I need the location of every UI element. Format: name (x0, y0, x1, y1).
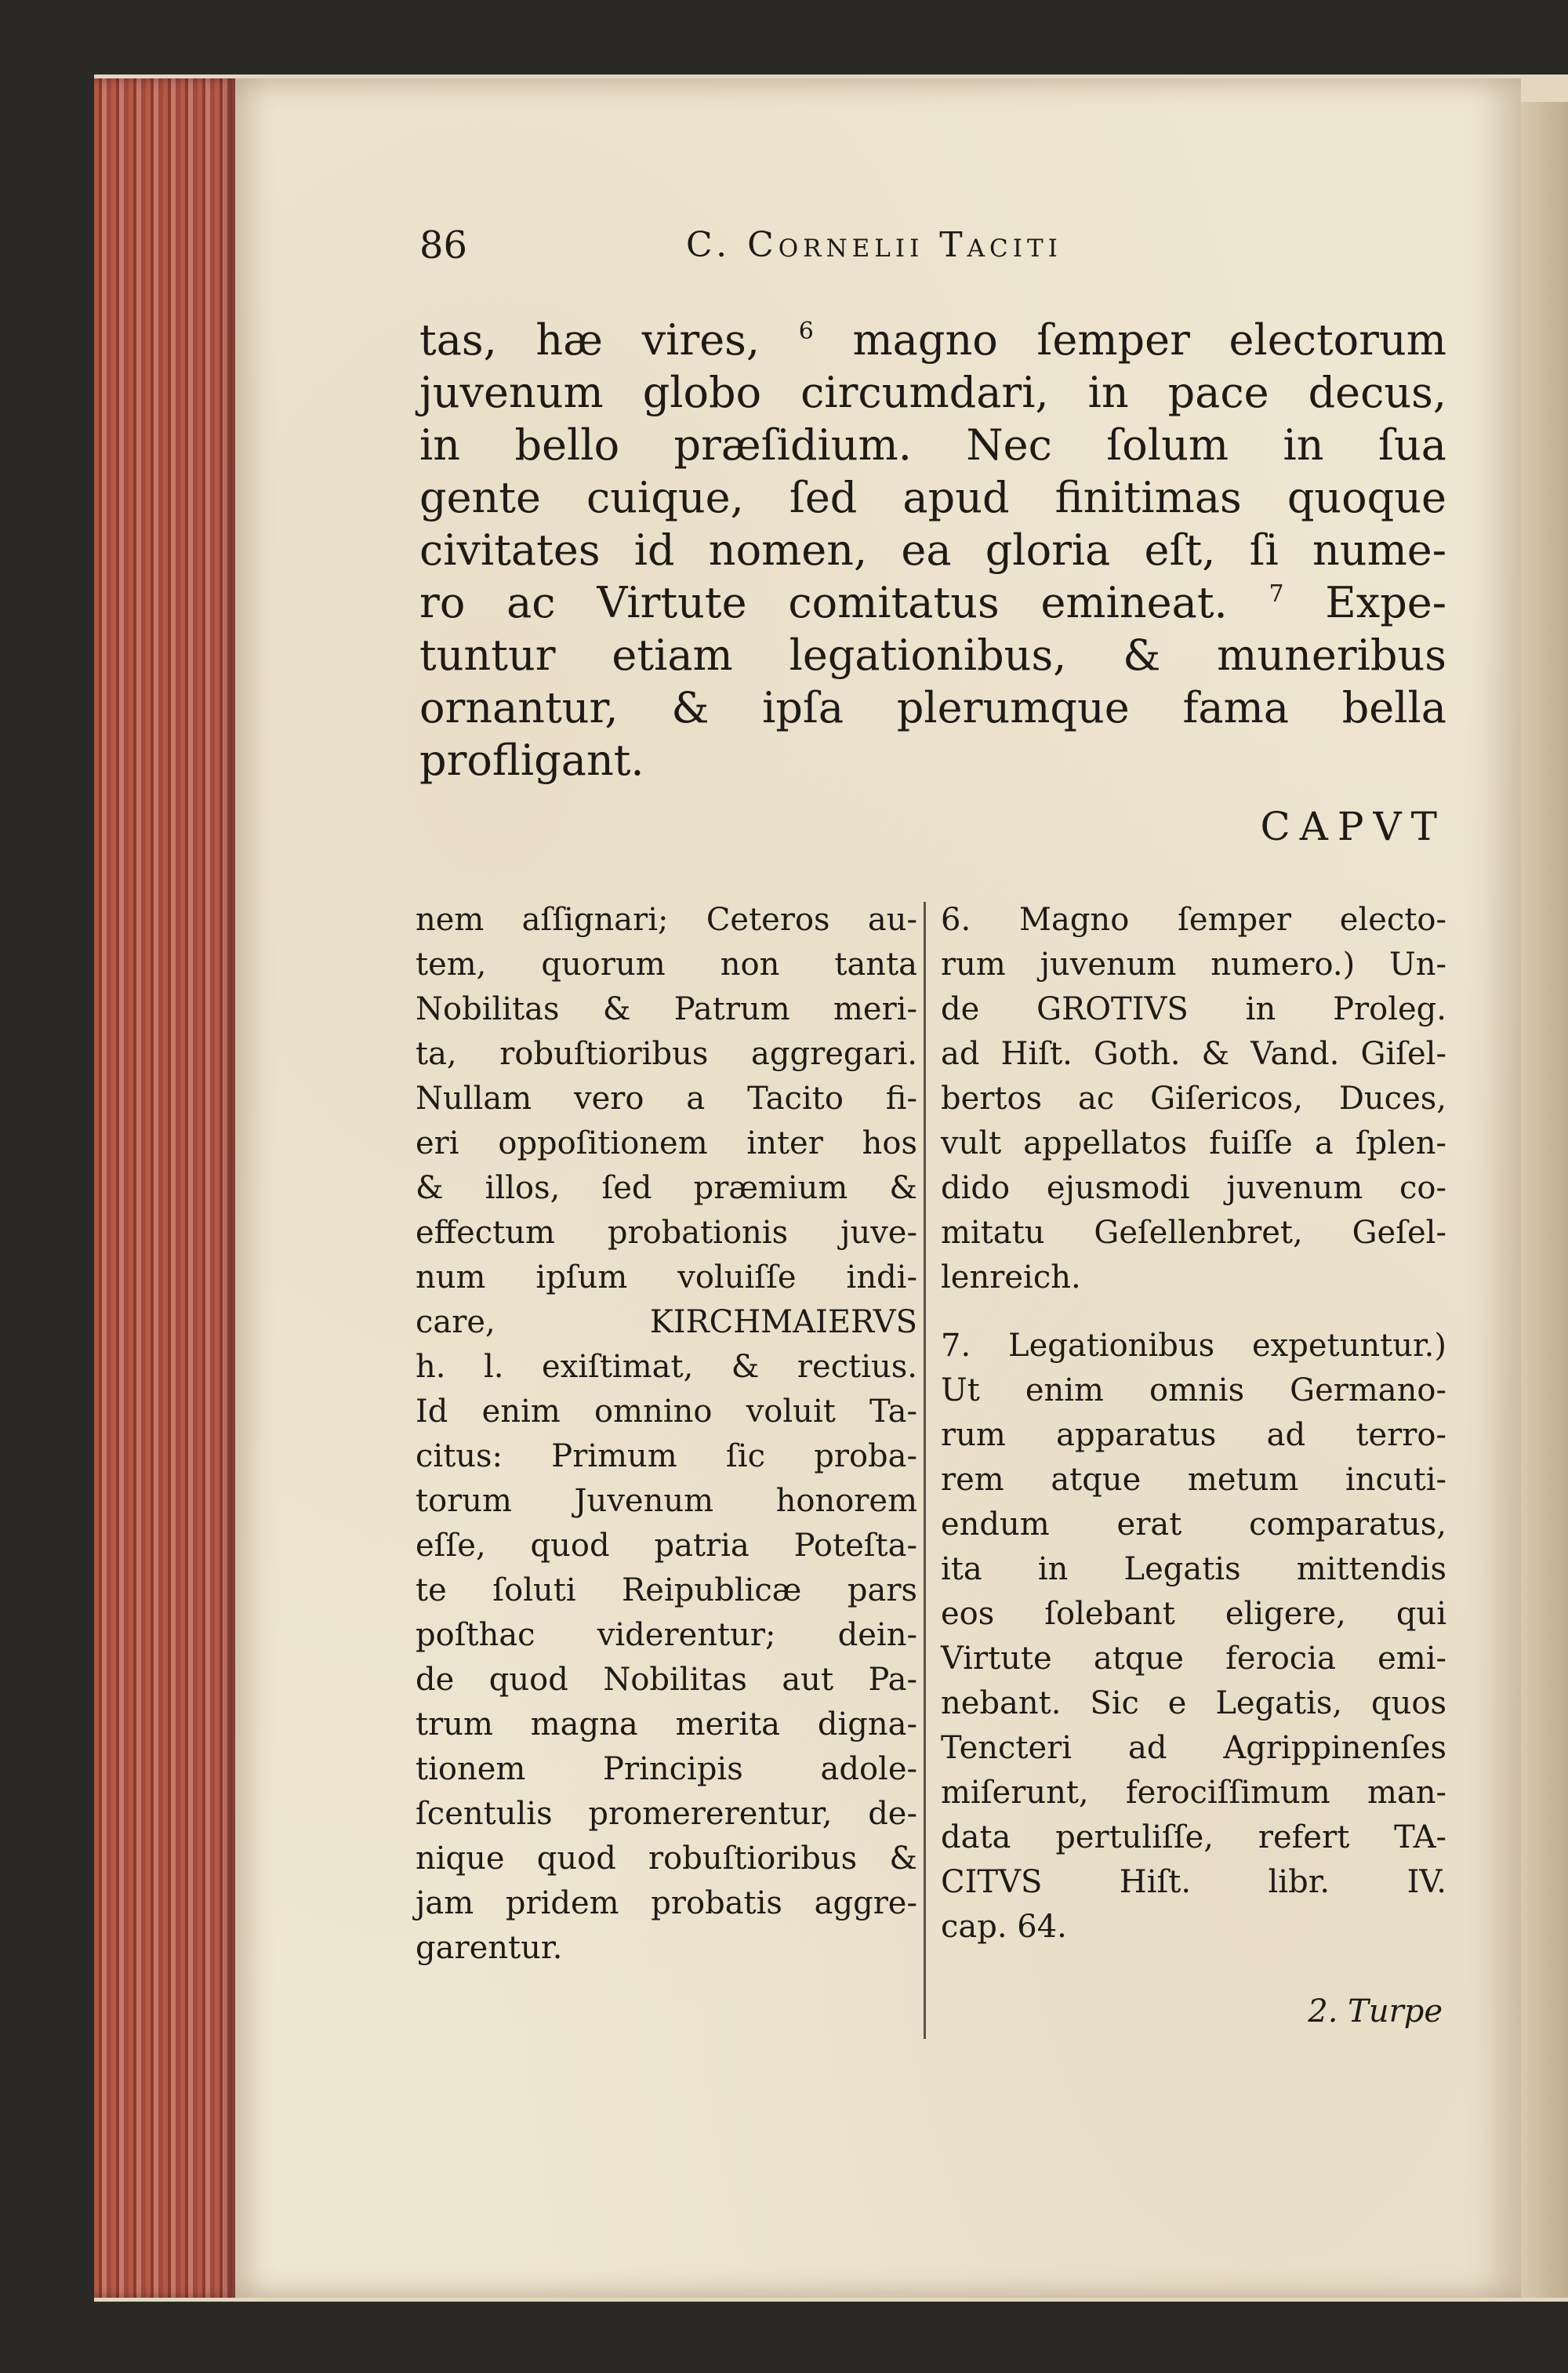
note-line: cap. 64. (941, 1909, 1067, 1945)
main-text-segment: Expe- (1283, 578, 1447, 627)
main-text-line (419, 366, 1446, 419)
note-line: de quod Nobilitas aut Pa- (416, 1662, 917, 1698)
main-text-line (419, 471, 1446, 524)
note-7 (941, 1324, 1446, 1950)
note-line: CITVS Hiſt. libr. IV. (941, 1864, 1446, 1900)
note-line: h. l. exiſtimat, & rectius. (416, 1349, 917, 1385)
note-line: data pertuliſſe, refert TA- (941, 1819, 1446, 1855)
note-line: num ipſum voluiſſe indi- (416, 1259, 917, 1296)
note-line: vult appellatos fuiſſe a ſplen- (941, 1125, 1446, 1161)
main-text-line (419, 576, 1446, 629)
note-line: Nullam vero a Tacito fi- (416, 1081, 917, 1117)
main-text-segment: profligant. (419, 736, 644, 785)
main-text-segment: juvenum globo circumdari, in pace decus, (419, 368, 1446, 417)
notes-left-column (416, 898, 917, 1971)
main-text-segment: magno ſemper electorum (813, 315, 1446, 365)
note-line: mitatu Geſellenbret, Geſel- (941, 1215, 1446, 1251)
main-text-segment: in bello præſidium. Nec ſolum in ſua (419, 420, 1446, 470)
catchword: CAPVT (1260, 804, 1446, 849)
main-text-segment: civitates id nomen, ea gloria eſt, ſi nume- (419, 525, 1446, 575)
note-line: 6. Magno ſemper electo- (941, 902, 1446, 938)
main-text-line (419, 524, 1446, 576)
note-line: rum apparatus ad terro- (941, 1417, 1446, 1453)
note-line: tionem Principis adole- (416, 1751, 917, 1787)
note-line: citus: Primum ſic proba- (416, 1438, 917, 1474)
note-line: care, KIRCHMAIERVS (416, 1304, 917, 1340)
note-line: eri oppoſitionem inter hos (416, 1125, 917, 1161)
main-text-segment: ro ac Virtute comitatus emineat. (419, 578, 1269, 627)
column-divider (924, 902, 926, 2039)
main-text-line (419, 734, 1446, 787)
note-line: trum magna merita digna- (416, 1706, 917, 1743)
note-line: nique quod robuſtioribus & (416, 1841, 917, 1877)
note-line: eſſe, quod patria Poteſta- (416, 1528, 917, 1564)
page-header (419, 223, 1446, 278)
note-line: ſcentulis promererentur, de- (416, 1796, 917, 1832)
note-gap (941, 1300, 1446, 1324)
note-line: dido ejusmodi juvenum co- (941, 1170, 1446, 1206)
page-number: 86 (419, 223, 468, 267)
main-text-line (419, 419, 1446, 471)
running-title: C. Cornelii Taciti (686, 225, 1062, 265)
note-line: Tencteri ad Agrippinenſes (941, 1730, 1446, 1766)
footnote-marker: 6 (798, 318, 814, 345)
note-line: Nobilitas & Patrum meri- (416, 991, 917, 1027)
notes-right-column (941, 898, 1446, 1950)
closing-catchword: 2. Turpe (1308, 1993, 1443, 2030)
note-line: garentur. (416, 1930, 563, 1966)
note-line: Ut enim omnis Germano- (941, 1372, 1446, 1408)
note-line: 7. Legationibus expetuntur.) (941, 1328, 1446, 1364)
note-line: Virtute atque ferocia emi- (941, 1641, 1446, 1677)
note-line: nebant. Sic e Legatis, quos (941, 1685, 1446, 1721)
note-line: & illos, ſed præmium & (416, 1170, 917, 1206)
note-6 (941, 898, 1446, 1300)
note-line: effectum probationis juve- (416, 1215, 917, 1251)
note-line: bertos ac Giſericos, Duces, (941, 1081, 1446, 1117)
main-text (419, 314, 1446, 787)
note-line: rum juvenum numero.) Un- (941, 947, 1446, 983)
main-text-segment: ornantur, & ipſa plerumque fama bella (419, 683, 1446, 732)
note-line: torum Juvenum honorem (416, 1483, 917, 1519)
footnote-marker: 7 (1269, 580, 1284, 608)
note-line: rem atque metum incuti- (941, 1462, 1446, 1498)
main-text-segment: tas, hæ vires, (419, 315, 799, 365)
note-line: lenreich. (941, 1259, 1081, 1296)
note-line: endum erat comparatus, (941, 1506, 1446, 1543)
note-line: poſthac viderentur; dein- (416, 1617, 917, 1653)
main-text-line (419, 314, 1446, 366)
note-line: ita in Legatis mittendis (941, 1551, 1446, 1587)
page-fore-edge (94, 78, 235, 2298)
note-line: jam pridem probatis aggre- (416, 1885, 917, 1921)
note-line: ta, robuſtioribus aggregari. (416, 1036, 917, 1072)
main-text-segment: tuntur etiam legationibus, & muneribus (419, 630, 1446, 680)
note-line: de GROTIVS in Proleg. (941, 991, 1446, 1027)
main-text-line (419, 629, 1446, 681)
note-line: eos ſolebant eligere, qui (941, 1596, 1446, 1632)
page-right-edge (1521, 102, 1568, 2298)
main-text-line (419, 681, 1446, 734)
note-line: ad Hiſt. Goth. & Vand. Giſel- (941, 1036, 1446, 1072)
note-line: tem, quorum non tanta (416, 947, 917, 983)
note-line: miſerunt, ferociſſimum man- (941, 1775, 1446, 1811)
note-line: nem aſſignari; Ceteros au- (416, 902, 917, 938)
main-text-segment: gente cuique, ſed apud finitimas quoque (419, 473, 1446, 522)
note-line: te ſoluti Reipublicæ pars (416, 1572, 917, 1608)
note-line: Id enim omnino voluit Ta- (416, 1394, 917, 1430)
